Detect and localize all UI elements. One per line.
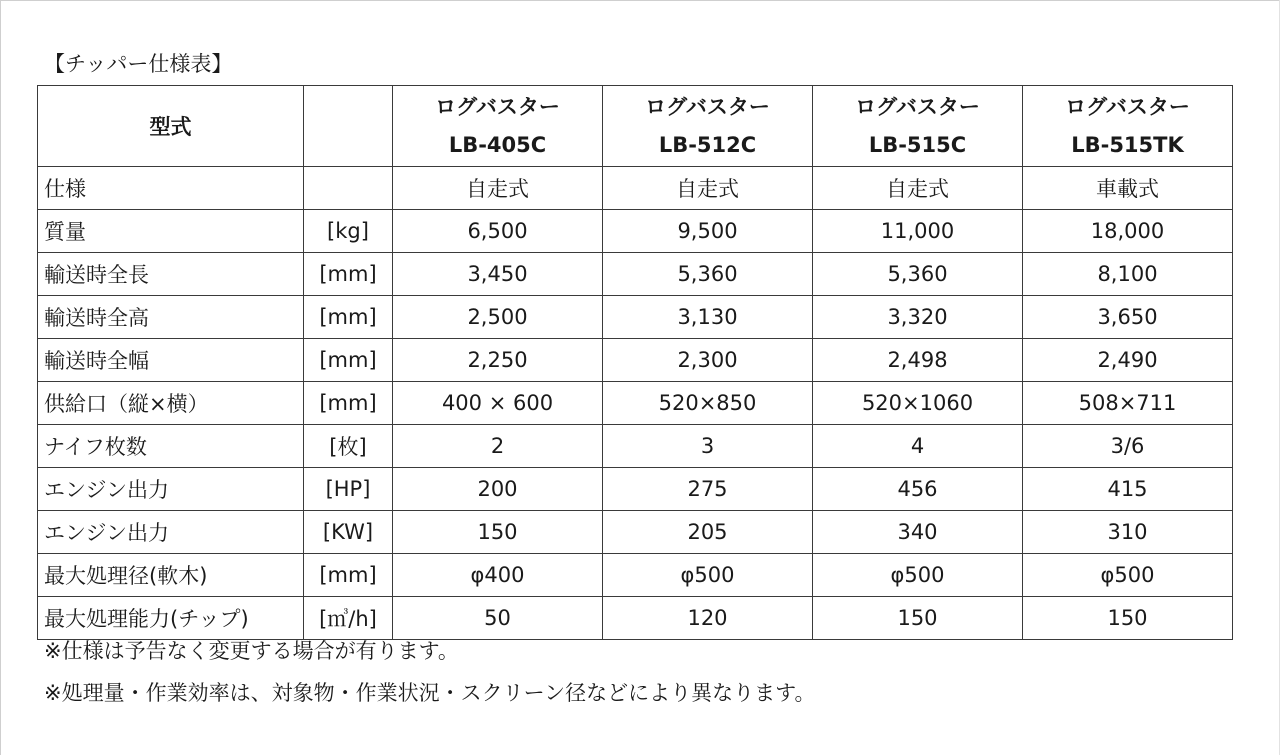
row-unit: [KW] [304,511,393,554]
row-unit: [mm] [304,253,393,296]
model-code: LB-512C [658,133,757,157]
row-unit: [枚] [304,425,393,468]
spec-change-note: ※仕様は予告なく変更する場合が有ります。 [44,639,459,663]
table-row [38,339,1233,382]
model-header-cell [393,86,603,167]
row-value: 5,360 [813,253,1023,296]
row-item-label: ナイフ枚数 [38,425,304,468]
throughput-note: ※処理量・作業効率は、対象物・作業状況・スクリーン径などにより異なります。 [44,681,816,705]
table-row [38,511,1233,554]
row-value: 自走式 [603,167,813,210]
row-value: 2 [393,425,603,468]
row-item-label: 質量 [38,210,304,253]
model-header-cell [813,86,1023,167]
row-value: 3/6 [1023,425,1233,468]
row-value: 508×711 [1023,382,1233,425]
row-value: 8,100 [1023,253,1233,296]
row-value: 205 [603,511,813,554]
row-item-label: エンジン出力 [38,468,304,511]
row-value: 150 [393,511,603,554]
row-unit: [mm] [304,554,393,597]
table-row [38,296,1233,339]
header-unit-cell [304,86,393,167]
row-value: 456 [813,468,1023,511]
table-row [38,597,1233,640]
model-header-cell [1023,86,1233,167]
row-value: 150 [813,597,1023,640]
row-value: 150 [1023,597,1233,640]
row-value: 2,250 [393,339,603,382]
row-value: 275 [603,468,813,511]
row-value: 50 [393,597,603,640]
row-value: 車載式 [1023,167,1233,210]
table-row [38,210,1233,253]
row-value: φ500 [813,554,1023,597]
row-value: φ400 [393,554,603,597]
row-value: 5,360 [603,253,813,296]
model-name: ログバスター [645,95,770,119]
table-row [38,382,1233,425]
row-unit [304,167,393,210]
row-value: φ500 [603,554,813,597]
table-header-row [38,86,1233,167]
row-value: 3,650 [1023,296,1233,339]
model-code: LB-515C [868,133,967,157]
row-value: 400 × 600 [393,382,603,425]
row-value: 2,500 [393,296,603,339]
row-value: 2,300 [603,339,813,382]
row-value: φ500 [1023,554,1233,597]
row-item-label: エンジン出力 [38,511,304,554]
row-value: 3,130 [603,296,813,339]
table-row [38,425,1233,468]
model-code: LB-405C [448,133,547,157]
row-unit: [㎥/h] [304,597,393,640]
row-value: 120 [603,597,813,640]
model-code: LB-515TK [1071,133,1184,157]
row-value: 自走式 [813,167,1023,210]
row-value: 3,450 [393,253,603,296]
row-unit: [mm] [304,339,393,382]
row-value: 200 [393,468,603,511]
row-item-label: 最大処理径(軟木) [38,554,304,597]
row-item-label: 供給口（縦×横） [38,382,304,425]
chipper-spec-table [37,85,1233,640]
row-value: 自走式 [393,167,603,210]
row-value: 3,320 [813,296,1023,339]
row-item-label: 輸送時全長 [38,253,304,296]
frame-left-border [0,0,1,755]
row-unit: [mm] [304,296,393,339]
table-row [38,253,1233,296]
spec-table-title: 【チッパー仕様表】 [44,52,233,76]
row-item-label: 輸送時全幅 [38,339,304,382]
row-value: 18,000 [1023,210,1233,253]
row-item-label: 輸送時全高 [38,296,304,339]
row-value: 11,000 [813,210,1023,253]
row-value: 4 [813,425,1023,468]
table-row [38,167,1233,210]
row-item-label: 最大処理能力(チップ) [38,597,304,640]
row-value: 2,498 [813,339,1023,382]
row-unit: [kg] [304,210,393,253]
model-header-cell [603,86,813,167]
row-value: 415 [1023,468,1233,511]
table-row [38,554,1233,597]
row-value: 2,490 [1023,339,1233,382]
row-unit: [mm] [304,382,393,425]
table-row [38,468,1233,511]
row-value: 3 [603,425,813,468]
row-unit: [HP] [304,468,393,511]
frame-top-border [0,0,1280,1]
row-value: 520×850 [603,382,813,425]
model-name: ログバスター [1065,95,1190,119]
row-item-label: 仕様 [38,167,304,210]
model-name: ログバスター [855,95,980,119]
row-value: 6,500 [393,210,603,253]
row-value: 520×1060 [813,382,1023,425]
model-label-cell: 型式 [38,86,304,167]
row-value: 340 [813,511,1023,554]
row-value: 9,500 [603,210,813,253]
model-name: ログバスター [435,95,560,119]
row-value: 310 [1023,511,1233,554]
